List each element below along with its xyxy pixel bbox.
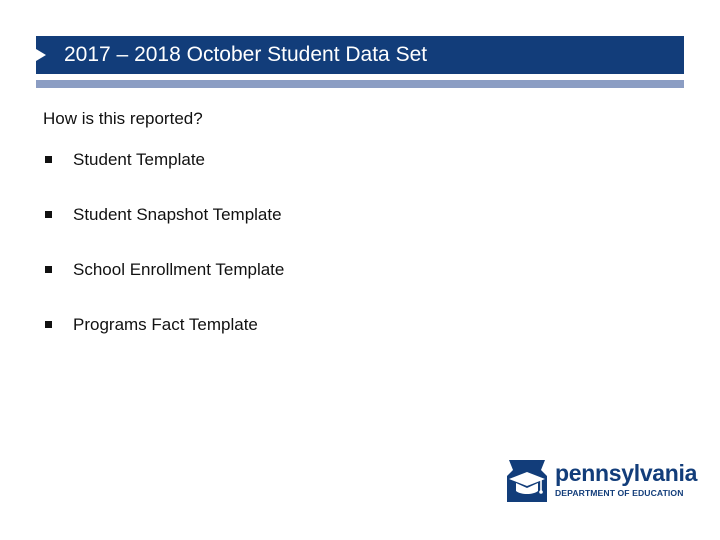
question-text: How is this reported? bbox=[43, 109, 203, 128]
bullet-label: School Enrollment Template bbox=[73, 260, 285, 279]
square-bullet-icon bbox=[45, 211, 52, 218]
keystone-mortarboard-icon bbox=[503, 458, 551, 506]
title-arrow-icon bbox=[36, 49, 46, 61]
square-bullet-icon bbox=[45, 321, 52, 328]
square-bullet-icon bbox=[45, 266, 52, 273]
title-divider bbox=[36, 80, 684, 88]
bullet-label: Student Snapshot Template bbox=[73, 205, 282, 224]
square-bullet-icon bbox=[45, 156, 52, 163]
bullet-label: Programs Fact Template bbox=[73, 315, 258, 334]
pa-education-logo bbox=[503, 458, 698, 508]
slide-title: 2017 – 2018 October Student Data Set bbox=[64, 43, 428, 66]
logo-department: DEPARTMENT OF EDUCATION bbox=[555, 488, 684, 498]
bullet-label: Student Template bbox=[73, 150, 205, 169]
logo-wordmark: pennsylvania bbox=[555, 460, 698, 486]
